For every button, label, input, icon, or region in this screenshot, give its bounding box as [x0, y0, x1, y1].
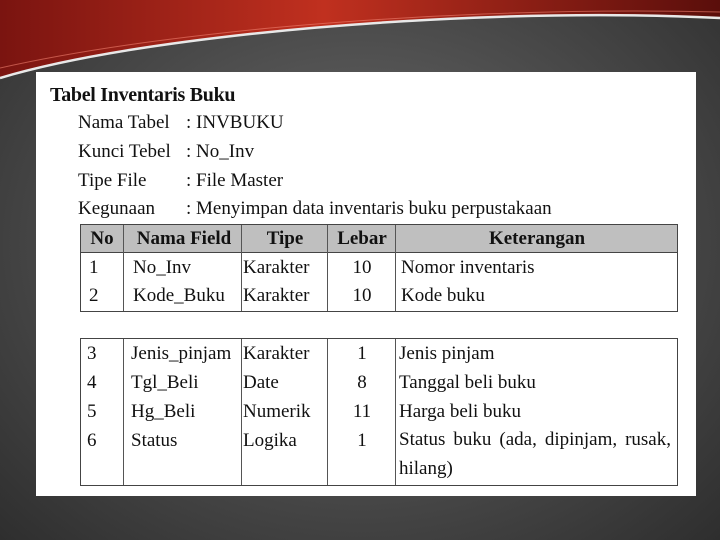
meta-key: Kunci Tebel — [78, 141, 171, 162]
cell-lebar: 11 — [352, 401, 372, 422]
cell-no: 5 — [87, 401, 97, 422]
header-nama-field: Nama Field — [136, 228, 232, 249]
cell-keterangan: Harga beli buku — [399, 401, 522, 422]
column-divider — [395, 225, 396, 311]
cell-lebar: 10 — [352, 257, 372, 278]
document-page — [36, 72, 696, 496]
cell-field: Status — [131, 430, 178, 451]
cell-field: Tgl_Beli — [131, 372, 199, 393]
column-divider — [395, 339, 396, 485]
cell-lebar: 10 — [352, 285, 372, 306]
meta-value: : Menyimpan data inventaris buku perpustakaan — [186, 198, 552, 219]
cell-field: No_Inv — [133, 257, 192, 278]
cell-no: 2 — [89, 285, 99, 306]
column-divider — [123, 339, 124, 485]
column-divider — [123, 225, 124, 311]
cell-tipe: Karakter — [243, 285, 310, 306]
cell-no: 4 — [87, 372, 97, 393]
meta-key: Kegunaan — [78, 198, 156, 219]
meta-row-tipe-file — [78, 170, 283, 192]
cell-keterangan: Nomor inventaris — [401, 257, 535, 278]
cell-field: Kode_Buku — [133, 285, 225, 306]
cell-lebar: 1 — [357, 430, 367, 451]
field-table-part-2 — [80, 338, 678, 486]
meta-key: Tipe File — [78, 170, 147, 191]
field-table-part-1 — [80, 224, 678, 312]
meta-value: : No_Inv — [186, 141, 255, 162]
meta-key: Nama Tabel — [78, 112, 170, 133]
header-keterangan: Keterangan — [488, 228, 586, 249]
cell-tipe: Date — [243, 372, 279, 393]
cell-tipe: Numerik — [243, 401, 311, 422]
cell-no: 3 — [87, 343, 97, 364]
header-lebar: Lebar — [337, 228, 387, 249]
cell-lebar: 8 — [357, 372, 367, 393]
cell-keterangan: Jenis pinjam — [399, 343, 495, 364]
cell-no: 1 — [89, 257, 99, 278]
meta-value: : INVBUKU — [186, 112, 284, 133]
column-divider — [241, 225, 242, 311]
cell-tipe: Karakter — [243, 257, 310, 278]
meta-value: : File Master — [186, 170, 284, 191]
cell-tipe: Karakter — [243, 343, 310, 364]
cell-keterangan: Tanggal beli buku — [399, 372, 536, 393]
column-divider — [241, 339, 242, 485]
meta-row-kunci-tabel — [78, 141, 254, 163]
cell-lebar: 1 — [357, 343, 367, 364]
cell-field: Jenis_pinjam — [131, 343, 232, 364]
meta-row-kegunaan — [78, 198, 552, 220]
header-tipe: Tipe — [266, 228, 304, 249]
document-title: Tabel Inventaris Buku — [50, 84, 236, 106]
cell-field: Hg_Beli — [131, 401, 196, 422]
column-divider — [327, 225, 328, 311]
red-swoosh-banner — [0, 0, 720, 80]
header-no: No — [90, 228, 114, 249]
cell-tipe: Logika — [243, 430, 297, 451]
cell-keterangan: Kode buku — [401, 285, 485, 306]
meta-row-nama-tabel — [78, 112, 284, 134]
cell-keterangan: Status buku (ada, dipinjam, rusak, hilang) — [399, 429, 671, 479]
column-divider — [327, 339, 328, 485]
table-header — [81, 225, 677, 253]
cell-no: 6 — [87, 430, 97, 451]
